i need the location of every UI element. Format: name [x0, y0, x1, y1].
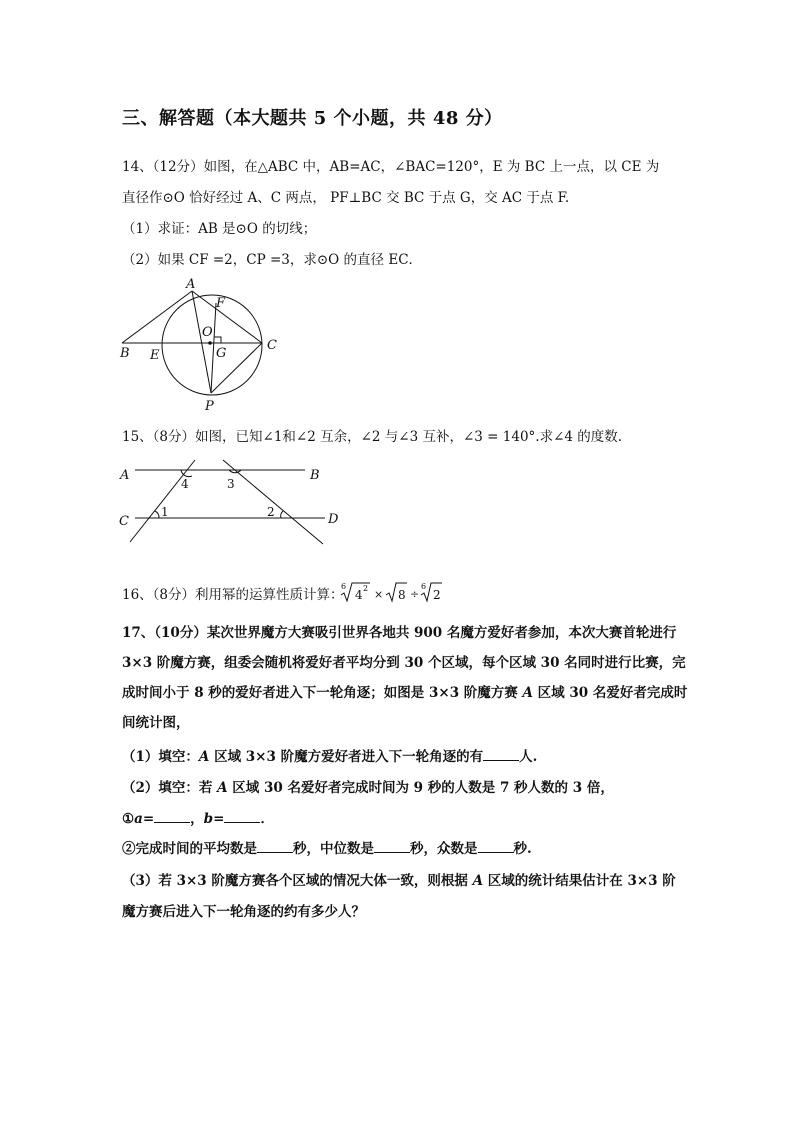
q17-line4: 间统计图，: [122, 715, 190, 731]
label-b: B: [310, 468, 320, 483]
q15-text: 15、（8分）如图，已知∠1和∠2 互余，∠2 与∠3 互补，∠3 = 140°.求∠4 的度数.: [122, 429, 623, 445]
label-e: E: [150, 348, 160, 363]
radicand-1: 4: [355, 588, 363, 602]
label-a: A: [120, 468, 130, 483]
q17-line3: 成时间小于 8 秒的爱好者进入下一轮角逐；如图是 3×3 阶魔方赛 A 区域 30 名爱好者完成时: [122, 685, 688, 701]
q14-circle-figure: [110, 275, 290, 415]
answer-blank[interactable]: [483, 748, 519, 761]
angle-1-arc: [155, 511, 159, 518]
q17-line1: 17、（10分）某次世界魔方大赛吸引世界各地共 900 名魔方爱好者参加，本次大赛首轮进行: [122, 625, 677, 641]
q17-sub3-line1: （3）若 3×3 阶魔方赛各个区域的情况大体一致，则根据 A 区域的统计结果估计在 3×3 阶: [122, 873, 676, 889]
q14-line2: 直径作⊙O 恰好经过 A、C 两点， PF⊥BC 交 BC 于点 G，交 AC 于点 F.: [122, 190, 570, 206]
q16-expression: [340, 576, 450, 606]
root-index-1: 6: [341, 582, 347, 591]
root-index-3: 6: [421, 582, 427, 591]
answer-blank-median[interactable]: [374, 840, 410, 853]
answer-blank-mean[interactable]: [257, 840, 293, 853]
answer-blank-mode[interactable]: [478, 840, 514, 853]
radicand-2: 8: [398, 588, 406, 602]
q16-text: 16、（8分）利用幂的运算性质计算：: [122, 587, 344, 603]
label-angle-1: 1: [161, 505, 169, 519]
label-g: G: [216, 346, 227, 361]
answer-blank-b[interactable]: [224, 810, 260, 823]
q14-sub2: （2）如果 CF =2，CP =3，求⊙O 的直径 EC．: [122, 252, 423, 268]
label-c: C: [119, 514, 129, 529]
label-o: O: [202, 325, 213, 340]
label-angle-3: 3: [227, 477, 235, 491]
label-f: F: [216, 296, 226, 311]
transversal-left: [130, 460, 195, 542]
label-a: A: [186, 277, 196, 292]
q14-sub1: （1）求证：AB 是⊙O 的切线；: [122, 221, 317, 237]
q17-sub1: （1）填空：A 区域 3×3 阶魔方爱好者进入下一轮角逐的有 人.: [122, 749, 538, 765]
q15-parallel-lines-figure: [115, 458, 345, 550]
radicand-3: 2: [433, 588, 441, 602]
q14-line1: 14、（12分）如图，在△ABC 中，AB=AC，∠BAC=120°，E 为 BC 上一点，以 CE 为: [122, 159, 660, 175]
label-angle-2: 2: [267, 505, 275, 519]
center-point-o: [208, 341, 212, 345]
q17-sub2-ii: ②完成时间的平均数是 秒，中位数是 秒，众数是 秒.: [122, 841, 532, 857]
divide-sign: ÷: [410, 588, 420, 601]
q17-sub2-i: ①a= ，b= ．: [122, 811, 274, 827]
angle-2-arc: [281, 511, 283, 518]
label-b: B: [120, 346, 130, 361]
label-c: C: [267, 338, 277, 353]
q17-line2: 3×3 阶魔方赛，组委会随机将爱好者平均分到 30 个区域，每个区域 30 名同时进行比赛，完: [122, 655, 686, 671]
exponent-1: 2: [363, 584, 369, 593]
segment-ab: [122, 291, 192, 343]
label-angle-4: 4: [181, 477, 189, 491]
label-d: D: [328, 512, 339, 527]
q17-sub2: （2）填空：若 A 区域 30 名爱好者完成时间为 9 秒的人数是 7 秒人数的 3 倍，: [122, 780, 614, 796]
section-title: 三、解答题（本大题共 5 个小题，共 48 分）: [122, 108, 503, 129]
right-angle-mark: [214, 337, 221, 343]
label-p: P: [205, 399, 214, 414]
answer-blank-a[interactable]: [154, 810, 190, 823]
times-sign: ×: [374, 588, 384, 601]
segment-ap: [192, 291, 211, 393]
q17-sub3-line2: 魔方赛后进入下一轮角逐的约有多少人？: [122, 904, 365, 920]
